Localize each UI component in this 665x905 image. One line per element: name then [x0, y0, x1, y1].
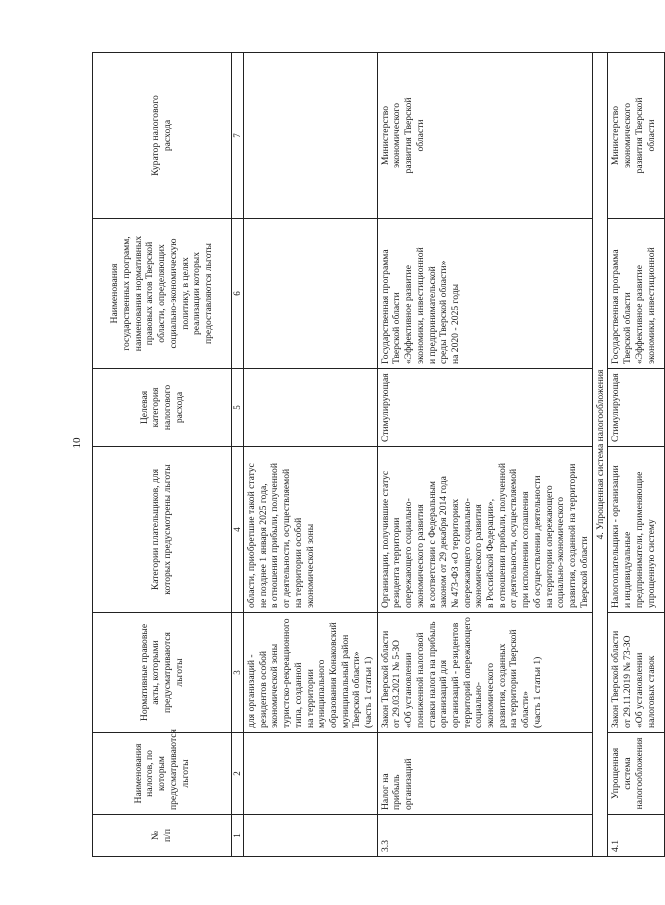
cell-legal-acts: для организаций - резидентов особой экономической зоны туристско-рекреационного типа, созданной на территории муниципального образования Конаковский муниципальный район Тверской области» (часть 1 статьи 1)	[244, 613, 378, 733]
header-legal-acts: Нормативные правовые акты, которыми предусматриваются льготы	[93, 613, 232, 733]
cell-curator	[244, 53, 378, 219]
column-index: 7	[232, 53, 244, 219]
page-number: 10	[71, 437, 83, 449]
cell-payer-category: Организации, получившие статус резидента территории опережающего социально- экономического развития в соответствии с Федеральным законом от 29 декабря 2014 года № 473-ФЗ «О территориях опережающего социально- экономического развития в Российской Федерации», в отношении прибыли, полученной от деятельности, осуществляемой при исполнении соглашения об осуществлении деятельности на территории опережающего социально-экономического развития, созданной на территории Тверской области	[377, 447, 593, 613]
header-payer-category: Категории плательщиков, для которых предусмотрены льготы	[93, 447, 232, 613]
cell-tax-name	[244, 733, 378, 815]
cell-target-category: Стимулирующая	[377, 369, 593, 447]
column-index: 1	[232, 815, 244, 857]
cell-number: 3.3	[377, 815, 593, 857]
cell-state-programs: Государственная программа Тверской области «Эффективное развитие экономики, инвестиционной и предпринимательской среды Тверской области» на 2020 - 2025 годы	[377, 219, 593, 369]
header-number: № п/п	[93, 815, 232, 857]
header-tax-name: Наименования налогов, по которым предусматриваются льготы	[93, 733, 232, 815]
cell-tax-name: Налог на прибыль организаций	[377, 733, 593, 815]
cell-curator: Министерство экономического развития Тверской области	[377, 53, 593, 219]
cell-payer-category: области, приобретшие такой статус не позднее 1 января 2025 года, в отношении прибыли, полученной от деятельности, осуществляемой на территории особой экономической зоны	[244, 447, 378, 613]
cell-number	[244, 815, 378, 857]
column-index: 4	[232, 447, 244, 613]
table-header-row	[93, 53, 232, 857]
column-index-row	[232, 53, 244, 857]
tax-expenditure-table-rotated	[92, 53, 657, 857]
column-index: 6	[232, 219, 244, 369]
header-state-programs: Наименования государственных программ, наименования нормативных правовых актов Тверской области, определяющих социально-экономическую политику, в целях реализации которых предоставляются льготы	[93, 219, 232, 369]
column-index: 5	[232, 369, 244, 447]
cell-number: 4.1	[608, 815, 665, 857]
cell-curator: Министерство экономического развития Тверской области	[608, 53, 665, 219]
cell-target-category: Стимулирующая	[608, 369, 665, 447]
cell-legal-acts: Закон Тверской области от 29.03.2021 № 5-ЗО «Об установлении пониженной налоговой ставки налога на прибыль организаций для организаций - резидентов территорий опережающего социально-экономического развития, созданных на территории Тверской области» (часть 1 статьи 1)	[377, 613, 593, 733]
cell-state-programs: Государственная программа Тверской области «Эффективное развитие экономики, инвестиционной	[608, 219, 665, 369]
cell-tax-name: Упрощенная система налогообложения	[608, 733, 665, 815]
table-row	[608, 53, 665, 857]
header-target-category: Целевая категория налогового расхода	[93, 369, 232, 447]
column-index: 3	[232, 613, 244, 733]
header-curator: Куратор налогового расхода	[93, 53, 232, 219]
table-row	[244, 53, 378, 857]
section-row	[593, 53, 608, 857]
cell-payer-category: Налогоплательщики - организации и индивидуальные предприниматели, применяющие упрощенную систему	[608, 447, 665, 613]
cell-legal-acts: Закон Тверской области от 29.11.2019 № 73-ЗО «Об установлении налоговых ставок	[608, 613, 665, 733]
column-index: 2	[232, 733, 244, 815]
tax-expenditure-table	[92, 52, 665, 857]
section-title: 4. Упрощенная система налогообложения	[593, 53, 608, 857]
cell-state-programs	[244, 219, 378, 369]
table-row	[377, 53, 593, 857]
cell-target-category	[244, 369, 378, 447]
